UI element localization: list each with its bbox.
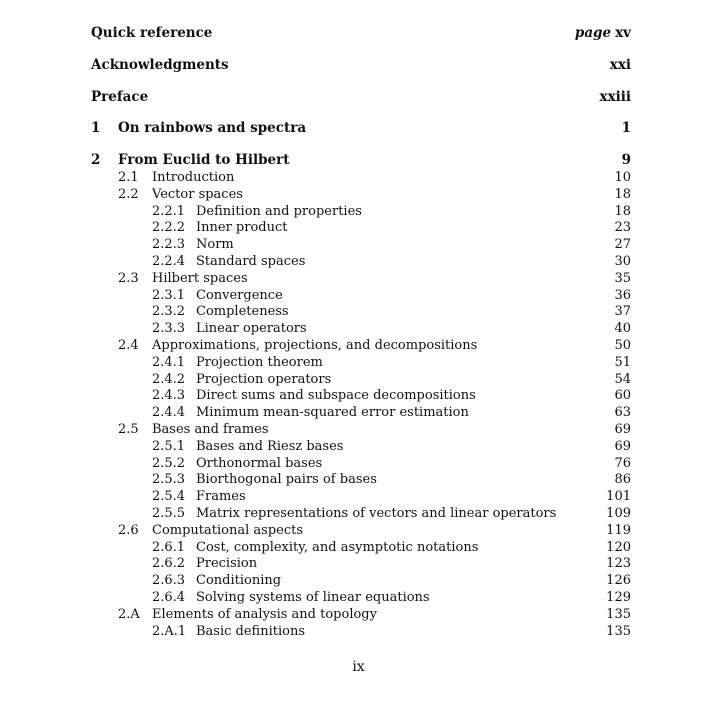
toc-subsection-title: Definition and properties — [196, 203, 362, 219]
toc-subsection-page: 86 — [614, 472, 631, 488]
toc-subsection-title: Minimum mean-squared error estimation — [196, 405, 469, 421]
page-number: xv — [615, 25, 631, 41]
toc-section-row — [0, 169, 717, 186]
toc-subsection-page: 40 — [614, 321, 631, 337]
toc-subsection-number: 2.5.5 — [152, 506, 186, 521]
toc-subsection-title: Standard spaces — [196, 254, 306, 269]
toc-section-page: 50 — [614, 338, 631, 353]
toc-subsection-number: 2.2.3 — [152, 237, 186, 253]
toc-subsection-row — [0, 287, 717, 304]
toc-subsection-title: Conditioning — [196, 573, 282, 589]
toc-subsection-row — [0, 203, 717, 220]
toc-entry-title: Preface — [91, 89, 149, 105]
toc-subsection-row — [0, 219, 717, 236]
toc-subsection-row — [0, 438, 717, 455]
toc-subsection-page: 27 — [614, 237, 631, 253]
toc-subsection-page: 18 — [614, 203, 631, 219]
toc-subsection-title: Projection operators — [196, 371, 332, 387]
toc-section-row — [0, 606, 717, 623]
toc-subsection-number: 2.6.3 — [152, 573, 186, 589]
toc-section-number: 2.6 — [118, 522, 139, 538]
toc-entry-page — [575, 25, 631, 42]
toc-subsection-title: Frames — [196, 489, 246, 505]
toc-section-title: Introduction — [152, 170, 235, 185]
toc-subsection-page: 60 — [614, 388, 631, 404]
toc-subsection-row — [0, 320, 717, 337]
toc-subsection-title: Solving systems of linear equations — [196, 590, 430, 605]
toc-section-row — [0, 270, 717, 287]
toc-subsection-page: 109 — [606, 506, 631, 521]
toc-subsection-page: 23 — [614, 220, 631, 236]
page-number-footer: ix — [352, 659, 365, 675]
toc-subsection-title: Inner product — [196, 220, 288, 236]
toc-subsection-page: 63 — [614, 405, 631, 421]
toc-section-title: Vector spaces — [152, 186, 243, 202]
toc-section-row — [0, 421, 717, 438]
toc-chapter-page: 9 — [621, 152, 631, 168]
toc-section-title: Approximations, projections, and decompositions — [152, 338, 478, 353]
toc-section-title: Hilbert spaces — [152, 270, 248, 286]
toc-subsection-title: Biorthogonal pairs of bases — [196, 472, 377, 488]
toc-subsection-number: 2.5.3 — [152, 472, 186, 488]
toc-subsection-title: Norm — [196, 237, 234, 253]
toc-chapter-2 — [0, 152, 717, 169]
toc-section-row — [0, 337, 717, 354]
toc-subsection-page: 123 — [606, 556, 631, 572]
toc-subsection-number: 2.5.4 — [152, 489, 186, 505]
toc-subsection-number: 2.5.1 — [152, 438, 186, 454]
toc-subsection-number: 2.3.3 — [152, 321, 186, 337]
toc-subsection-number: 2.6.4 — [152, 590, 186, 605]
toc-chapter-title: On rainbows and spectra — [118, 120, 307, 136]
toc-entry-page: xxiii — [599, 89, 631, 105]
toc-subsection-number: 2.4.2 — [152, 371, 186, 387]
toc-section-row — [0, 522, 717, 539]
toc-subsection-page: 126 — [606, 573, 631, 589]
toc-subsection-title: Orthonormal bases — [196, 455, 323, 471]
toc-subsection-page: 135 — [606, 623, 631, 639]
toc-subsection-page: 129 — [606, 590, 631, 605]
toc-subsection-title: Projection theorem — [196, 354, 323, 370]
toc-chapter-number: 2 — [91, 152, 101, 168]
toc-subsection-number: 2.2.1 — [152, 203, 186, 219]
toc-entry-title: Acknowledgments — [91, 57, 229, 73]
toc-subsection-page: 54 — [614, 371, 631, 387]
toc-section-number: 2.1 — [118, 170, 139, 185]
toc-subsection-row — [0, 404, 717, 421]
toc-subsection-row — [0, 471, 717, 488]
toc-subsection-number: 2.3.2 — [152, 304, 186, 320]
toc-section-number: 2.A — [118, 606, 140, 622]
toc-subsection-page: 37 — [614, 304, 631, 320]
toc-subsection-title: Completeness — [196, 304, 289, 320]
toc-subsection-page: 76 — [614, 455, 631, 471]
toc-subsection-page: 69 — [614, 438, 631, 454]
toc-subsection-number: 2.4.1 — [152, 354, 186, 370]
toc-subsection-title: Basic definitions — [196, 623, 306, 639]
toc-section-number: 2.2 — [118, 186, 139, 202]
toc-section-page: 10 — [614, 170, 631, 185]
toc-subsection-number: 2.4.3 — [152, 388, 186, 404]
toc-subsection-title: Precision — [196, 556, 258, 572]
toc-front-matter-preface — [0, 89, 717, 106]
toc-subsection-number: 2.2.2 — [152, 220, 186, 236]
toc-front-matter-acknowledgments — [0, 57, 717, 74]
toc-section-number: 2.3 — [118, 270, 139, 286]
toc-subsection-row — [0, 371, 717, 388]
toc-section-page: 69 — [614, 422, 631, 437]
toc-subsection-page: 30 — [614, 254, 631, 269]
toc-subsection-row — [0, 555, 717, 572]
toc-front-matter-quick-reference — [0, 25, 717, 42]
toc-subsection-row — [0, 505, 717, 522]
toc-entry-title: Quick reference — [91, 25, 213, 41]
toc-entry-page: xxi — [609, 57, 631, 73]
toc-section-page: 119 — [606, 522, 631, 538]
toc-subsection-number: 2.5.2 — [152, 455, 186, 471]
toc-subsection-row — [0, 488, 717, 505]
toc-section-number: 2.4 — [118, 338, 139, 353]
toc-section-page: 18 — [614, 186, 631, 202]
toc-section-title: Elements of analysis and topology — [152, 606, 377, 622]
toc-subsection-row — [0, 539, 717, 556]
toc-section-title: Computational aspects — [152, 522, 304, 538]
toc-section-row — [0, 186, 717, 203]
toc-subsection-title: Cost, complexity, and asymptotic notations — [196, 539, 479, 555]
toc-section-page: 35 — [614, 270, 631, 286]
toc-subsection-title: Direct sums and subspace decompositions — [196, 388, 476, 404]
toc-subsection-page: 120 — [606, 539, 631, 555]
toc-subsection-number: 2.4.4 — [152, 405, 186, 421]
page-prefix: page — [574, 25, 612, 41]
toc-chapter-title: From Euclid to Hilbert — [118, 152, 290, 168]
toc-subsection-number: 2.6.1 — [152, 539, 186, 555]
toc-subsection-row — [0, 236, 717, 253]
toc-subsection-row — [0, 572, 717, 589]
toc-subsection-title: Linear operators — [196, 321, 307, 337]
toc-subsection-number: 2.2.4 — [152, 254, 186, 269]
toc-subsection-row — [0, 623, 717, 640]
toc-subsection-page: 101 — [606, 489, 631, 505]
toc-subsection-title: Convergence — [196, 287, 283, 303]
toc-section-page: 135 — [606, 606, 631, 622]
toc-section-title: Bases and frames — [152, 422, 269, 437]
toc-subsection-row — [0, 354, 717, 371]
toc-chapter-page: 1 — [621, 120, 631, 136]
toc-subsection-row — [0, 455, 717, 472]
toc-chapter-1 — [0, 120, 717, 137]
toc-subsection-title: Matrix representations of vectors and linear operators — [196, 506, 557, 521]
toc-chapter-number: 1 — [91, 120, 101, 136]
toc-subsection-row — [0, 387, 717, 404]
toc-subsection-number: 2.3.1 — [152, 287, 186, 303]
toc-section-number: 2.5 — [118, 422, 139, 437]
toc-subsection-title: Bases and Riesz bases — [196, 438, 344, 454]
toc-subsection-page: 36 — [614, 287, 631, 303]
toc-subsection-row — [0, 589, 717, 606]
toc-subsection-number: 2.6.2 — [152, 556, 186, 572]
toc-subsection-row — [0, 303, 717, 320]
toc-subsection-row — [0, 253, 717, 270]
toc-subsection-page: 51 — [614, 354, 631, 370]
toc-subsection-number: 2.A.1 — [152, 623, 187, 639]
